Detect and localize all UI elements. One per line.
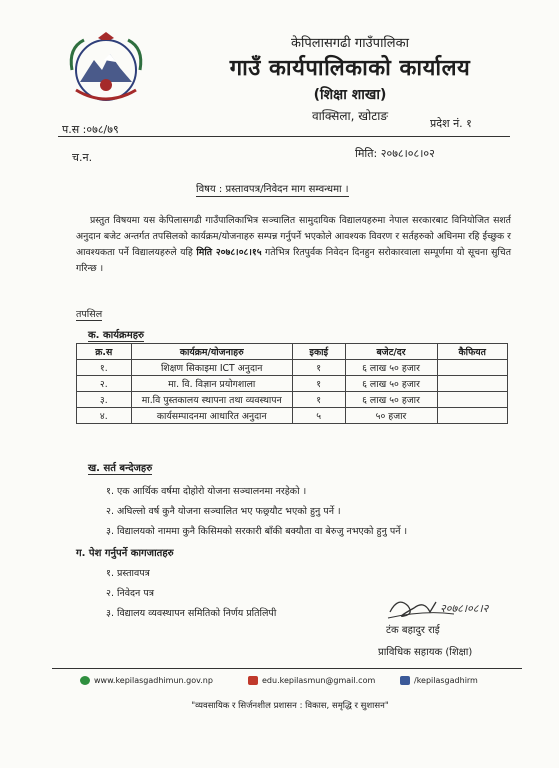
cell-remarks xyxy=(437,360,507,376)
handwritten-signature xyxy=(384,590,524,624)
col-header-sn: क्र.स xyxy=(77,344,132,360)
office-title: गाउँ कार्यपालिकाको कार्यालय xyxy=(229,56,471,81)
body-text-2: गतेभित्र रितपुर्वक निवेदन दिनहुन सरोकारवाला सम्पूर्णमा यो सूचना सुचित गरिन्छ । xyxy=(76,247,511,274)
col-header-remarks: कैफियत xyxy=(437,344,507,360)
footer-email[interactable] xyxy=(248,676,375,685)
section-c-title: ग. पेश गर्नुपर्ने कागजातहरु xyxy=(76,548,174,559)
cell-sn: २. xyxy=(77,376,132,392)
footer-facebook[interactable] xyxy=(400,676,478,685)
condition-item: २. अघिल्लो वर्ष कुनै योजना सञ्चालित भए फछ्र्यौट भएको हुनु पर्ने । xyxy=(106,506,341,517)
document-item: १. प्रस्तावपत्र xyxy=(106,568,150,579)
section-a-title: क. कार्यक्रमहरु xyxy=(88,327,144,342)
signatory-title: प्राविधिक सहायक (शिक्षा) xyxy=(378,647,473,658)
footer-slogan: "व्यवसायिक र सिर्जनशील प्रशासन : विकास, समृद्धि र सुशासन" xyxy=(191,701,389,711)
body-deadline: मिति २०७८।०८।१५ xyxy=(196,247,262,258)
body-text-1: प्रस्तुत विषयमा यस केपिलासगढी गाउँपालिकाभित्र सञ्चालित सामुदायिक विद्यालयहरुमा नेपाल सरकारबाट विनियोजित सशर्त अनुदान बजेट अन्तर्गत तपसिलको कार्यक्रम/योजनाहरु सम्पन्न गर्नुपर्ने भएकोले आवश्यक विवरण र सर्तहरुको अधिनमा रहि ईच्छुक र आवश्यकता पर्ने विद्यालयहरुले यहि xyxy=(76,215,511,258)
col-header-unit: इकाई xyxy=(292,344,345,360)
province-number: प्रदेश नं. १ xyxy=(430,117,472,130)
cell-sn: १. xyxy=(77,360,132,376)
cell-program: मा.वि पुस्तकालय स्थापना तथा व्यवस्थापन xyxy=(131,392,292,408)
letter-date: मिति: २०७८।०८।०२ xyxy=(355,147,435,160)
email-text: edu.kepilasmun@gmail.com xyxy=(262,676,376,685)
cell-program: कार्यसम्पादनमा आधारित अनुदान xyxy=(131,408,292,424)
section-b-title: ख. सर्त बन्देजहरु xyxy=(88,460,152,475)
cell-budget: ६ लाख ५० हजार xyxy=(345,392,437,408)
facebook-icon xyxy=(400,676,410,685)
footer-divider xyxy=(52,668,522,669)
table-row xyxy=(77,360,508,376)
municipality-name: केपिलासगढी गाउँपालिका xyxy=(291,36,409,51)
col-header-program: कार्यक्रम/योजनाहरु xyxy=(131,344,292,360)
condition-item: ३. विद्यालयको नाममा कुनै किसिमको सरकारी बाँकी बक्यौता वा बेरुजु नभएको हुनु पर्ने । xyxy=(106,526,408,537)
document-item: ३. विद्यालय व्यवस्थापन समितिको निर्णय प्रतिलिपी xyxy=(106,608,277,619)
table-row xyxy=(77,376,508,392)
cell-unit: ५ xyxy=(292,408,345,424)
cell-program: मा. वि. विज्ञान प्रयोगशाला xyxy=(131,376,292,392)
dispatch-number: च.न. xyxy=(72,151,93,164)
cell-budget: ६ लाख ५० हजार xyxy=(345,376,437,392)
cell-sn: ३. xyxy=(77,392,132,408)
cell-budget: ५० हजार xyxy=(345,408,437,424)
letter-reference-number: प.स :०७८/७९ xyxy=(62,123,119,136)
table-row xyxy=(77,408,508,424)
letter-body xyxy=(76,213,511,277)
col-header-budget: बजेट/दर xyxy=(345,344,437,360)
programs-table xyxy=(76,343,508,424)
government-emblem xyxy=(64,30,148,110)
details-heading: तपसिल xyxy=(76,309,103,320)
office-address: वाक्सिला, खोटाङ xyxy=(311,109,389,123)
cell-sn: ४. xyxy=(77,408,132,424)
cell-unit: १ xyxy=(292,360,345,376)
cell-program: शिक्षण सिकाइमा ICT अनुदान xyxy=(131,360,292,376)
cell-unit: १ xyxy=(292,392,345,408)
letter-subject: विषय : प्रस्तावपत्र/निवेदन माग सम्वन्धमा । xyxy=(196,181,349,197)
section-name: (शिक्षा शाखा) xyxy=(313,87,387,103)
cell-unit: १ xyxy=(292,376,345,392)
document-item: २. निवेदन पत्र xyxy=(106,588,154,599)
website-text: www.kepilasgadhimun.gov.np xyxy=(94,676,213,685)
mail-icon xyxy=(248,676,258,685)
cell-remarks xyxy=(437,392,507,408)
facebook-text: /kepilasgadhirm xyxy=(414,676,478,685)
table-header-row xyxy=(77,344,508,360)
cell-remarks xyxy=(437,408,507,424)
signatory-name: टंक बहादुर राई xyxy=(386,625,440,636)
globe-icon xyxy=(80,676,90,685)
header-divider xyxy=(58,136,510,137)
cell-budget: ६ लाख ५० हजार xyxy=(345,360,437,376)
footer-website[interactable] xyxy=(80,676,213,685)
cell-remarks xyxy=(437,376,507,392)
table-row xyxy=(77,392,508,408)
signature-date: २०७८।०८।२ xyxy=(440,602,489,615)
condition-item: १. एक आर्थिक वर्षमा दोहोरो योजना सञ्चालनमा नरहेको । xyxy=(106,486,307,497)
